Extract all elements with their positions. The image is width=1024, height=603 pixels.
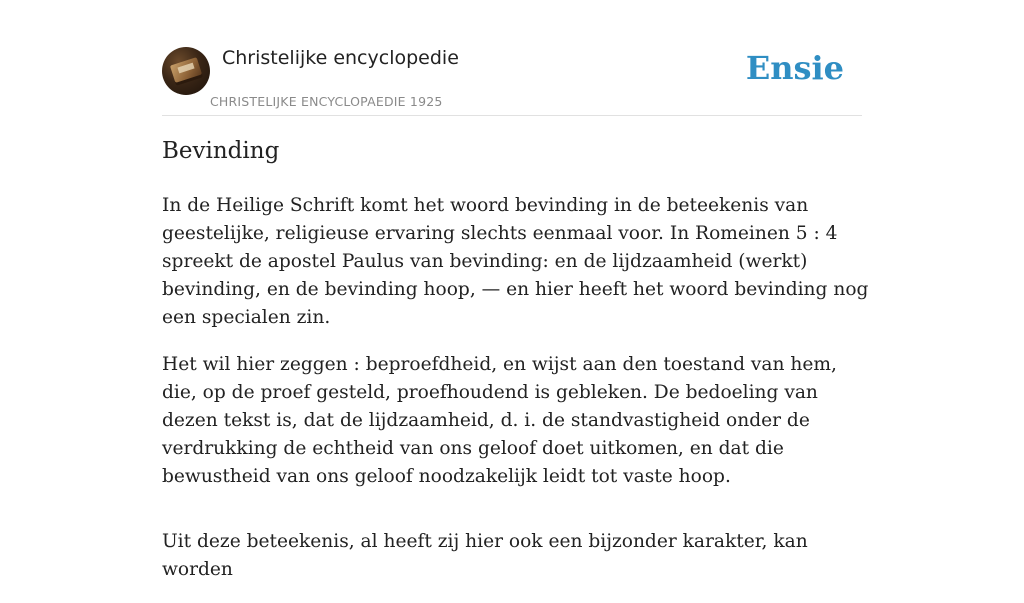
site-header [162, 46, 862, 116]
site-avatar[interactable] [162, 47, 210, 95]
site-name-link[interactable]: Christelijke encyclopedie [222, 47, 459, 69]
article-paragraph-3: Uit deze beteekenis, al heeft zij hier ook een bijzonder karakter, kan worden [162, 531, 808, 580]
article-body [162, 192, 872, 603]
article-paragraph-1: In de Heilige Schrift komt het woord bevinding in de beteekenis van geestelijke, religieuse ervaring slechts eenmaal voor. In Romeinen 5 : 4 spreekt de apostel Paulus van bevinding: en de lijdzaamheid (werkt) bevinding, en de bevinding hoop, — en hier heeft het woord bevinding nog een specialen zin. [162, 195, 869, 328]
article-title: Bevinding [162, 138, 280, 164]
article-paragraph-2: Het wil hier zeggen : beproefdheid, en wijst aan den toestand van hem, die, op de proef gesteld, proefhoudend is gebleken. De bedoeling van dezen tekst is, dat de lijdzaamheid, d. i. de standvastigheid onder de verdrukking de echtheid van ons geloof doet uitkomen, en dat die bewustheid van ons geloof noodzakelijk leidt tot vaste hoop. [162, 354, 837, 487]
site-subtitle: CHRISTELIJKE ENCYCLOPAEDIE 1925 [210, 94, 443, 109]
brand-logo-link[interactable]: Ensie [745, 49, 844, 87]
